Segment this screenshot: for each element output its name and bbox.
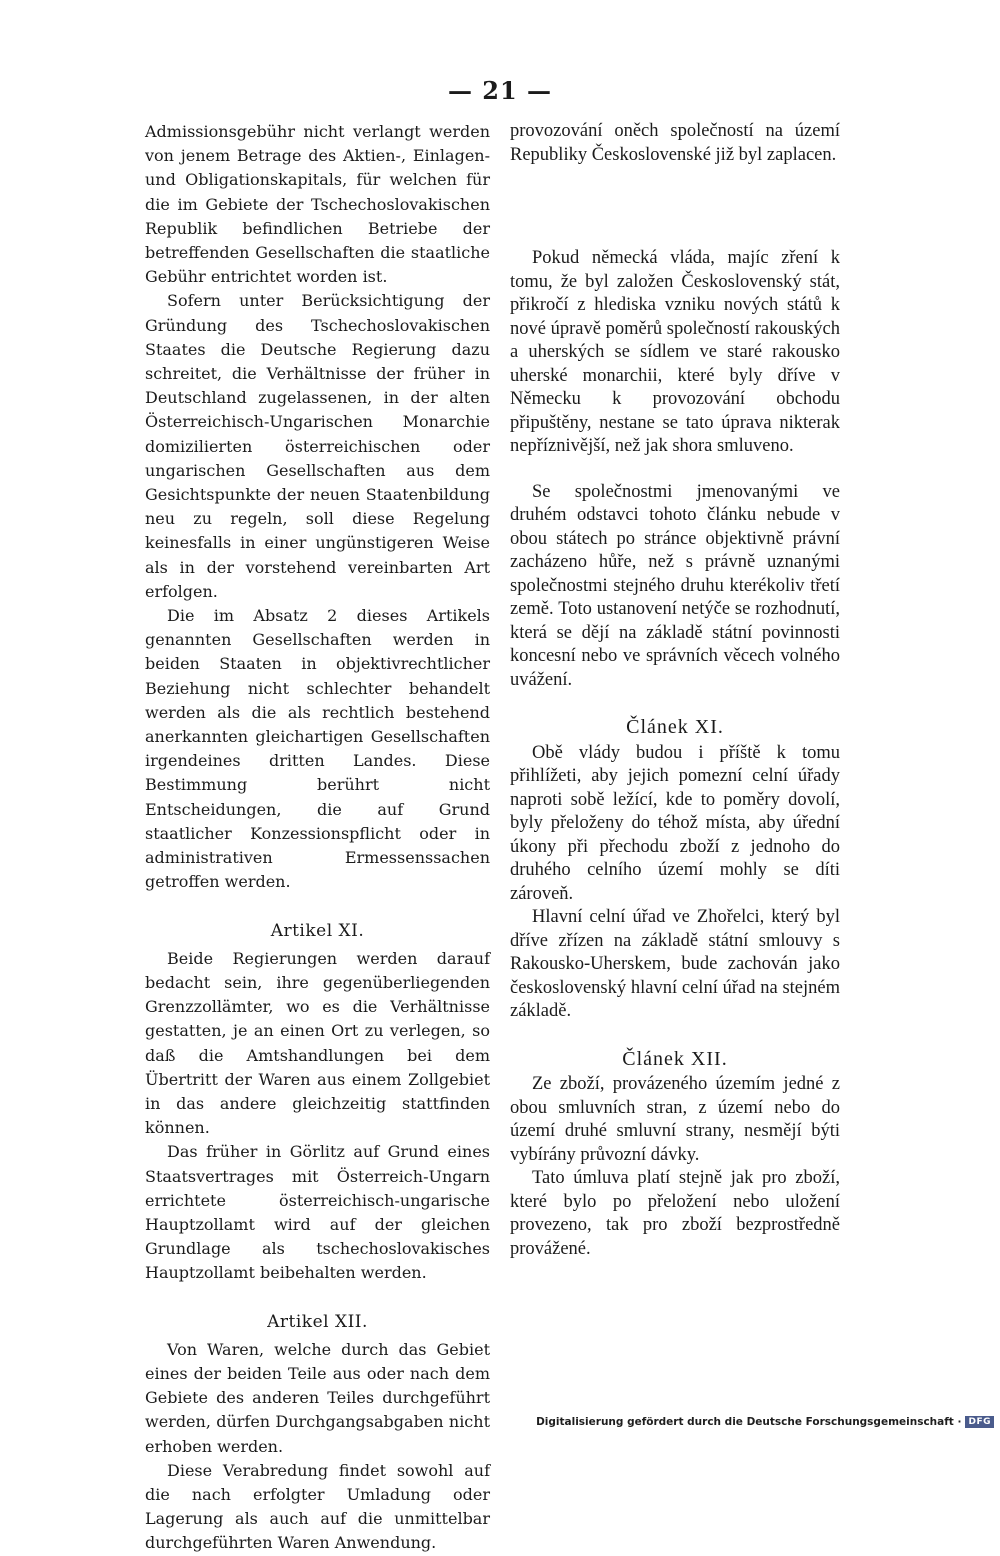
german-paragraph-1: Admissionsgebühr nicht verlangt werden von jenem Betrage des Aktien-, Einlagen- und Obligationskapitals, für welchen für die im Gebiete der Tschechoslovakischen Republik befindlichen Betriebe der betreffenden Gesellschaften die staatliche Gebühr entrichtet worden ist. (145, 122, 490, 287)
german-heading-article-11: Artikel XI. (270, 920, 365, 941)
czech-paragraph-2: Pokud německá vláda, majíc zření k tomu, že byl založen Československý stát, přikročí z hlediska vzniku nových států k nové úpravě poměrů společností rakouských a uherských se sídlem ve staré rakousko uherské monarchii, které byly dříve v Německu k provozování obchodu připuštěny, nestane se tato úprava nikterak nepříznivější, než jak shora smluveno. (510, 248, 840, 456)
czech-paragraph-3: Se společnostmi jmenovanými ve druhém odstavci tohoto článku nebude v obou státech po stránce objektivně právní zacházeno hůře, než s právně uznanými společnostmi stejného druhu kterékoliv třetí země. Toto ustanovení netýče se rozhodnutí, která se dějí na základě státní povinnosti koncesní nebo ve správních věcech volného uvážení. (510, 481, 840, 690)
czech-paragraph-1: provozování oněch společností na území Republiky Československé již byl zaplacen. (510, 121, 840, 165)
german-paragraph-7: Diese Verabredung findet sowohl auf die nach erfolgter Umladung oder Lagerung als auch auf die unmittelbar durchgeführten Waren Anwendung. (145, 1460, 490, 1553)
german-paragraph-5: Das früher in Görlitz auf Grund eines Staatsvertrages mit Österreich-Ungarn errichtete österreichisch-ungarische Hauptzollamt wird auf der gleichen Grundlage als tschechoslovakisches Hauptzollamt beibehalten werden. (145, 1142, 490, 1283)
page-number: — 21 — (447, 76, 553, 105)
german-heading-article-12: Artikel XII. (267, 1311, 368, 1332)
german-paragraph-6: Von Waren, welche durch das Gebiet eines der beiden Teile aus oder nach dem Gebiete des anderen Teiles durchgeführt werden, dürfen Durchgangsabgaben nicht erhoben werden. (145, 1339, 490, 1456)
czech-paragraph-7: Tato úmluva platí stejně jak pro zboží, které bylo po přeložení nebo uložení provezeno, tak pro zboží bezprostředně provážené. (510, 1168, 840, 1259)
czech-paragraph-6: Ze zboží, provázeného územím jedné z obou smluvních stran, z území nebo do území druhé smluvní strany, nesmějí býti vybírány průvozní dávky. (510, 1074, 840, 1165)
czech-column (510, 120, 840, 1261)
german-paragraph-4: Beide Regierungen werden darauf bedacht sein, ihre gegenüberliegenden Grenzzollämter, wo es die Verhältnisse gestatten, je an einen Ort zu verlegen, so daß die Amtshandlungen bei dem Übertritt der Waren aus einem Zollgebiet in das andere gleichzeitig stattfinden können. (145, 948, 490, 1138)
german-paragraph-2: Sofern unter Berücksichtigung der Gründung des Tschechoslovakischen Staates die Deutsche Regierung dazu schreitet, die Verhältnisse der früher in Deutschland zugelassenen, in der alten Österreichisch-Ungarischen Monarchie domizilierten österreichischen oder ungarischen Gesellschaften aus dem Gesichtspunkte der neuen Staatenbildung neu zu regeln, soll diese Regelung keinesfalls in einer ungünstigeren Weise als in der vorstehend vereinbarten Art erfolgen. (145, 291, 490, 601)
german-column (145, 120, 490, 1556)
footer-text: Digitalisierung gefördert durch die Deutsche Forschungsgemeinschaft · (536, 1416, 962, 1428)
czech-heading-article-12: Článek XII. (622, 1047, 728, 1070)
dfg-logo-icon: DFG (965, 1416, 994, 1428)
german-paragraph-3: Die im Absatz 2 dieses Artikels genannten Gesellschaften werden in beiden Staaten in objektivrechtlicher Beziehung nicht schlechter behandelt werden als die als rechtlich bestehend anerkannten gleichartigen Gesellschaften irgendeines dritten Landes. Diese Bestimmung berührt nicht Entscheidungen, die auf Grund staatlicher Konzessionspflicht oder in administrativen Ermessenssachen getroffen werden. (145, 606, 490, 892)
czech-paragraph-5: Hlavní celní úřad ve Zhořelci, který byl dříve zřízen na základě státní smlouvy s Rakousko-Uherskem, bude zachován jako československý hlavní celní úřad na stejném základě. (510, 907, 840, 1021)
czech-heading-article-11: Článek XI. (626, 716, 724, 738)
digitization-footer (536, 1416, 994, 1428)
czech-paragraph-4: Obě vlády budou i příště k tomu přihlížeti, aby jejich pomezní celní úřady naproti sobě ležící, kde to poměry dovolí, byly přeloženy do téhož místa, aby úřední úkony při přechodu zboží z jednoho do druhého celního území mohly se díti zároveň. (510, 742, 840, 904)
